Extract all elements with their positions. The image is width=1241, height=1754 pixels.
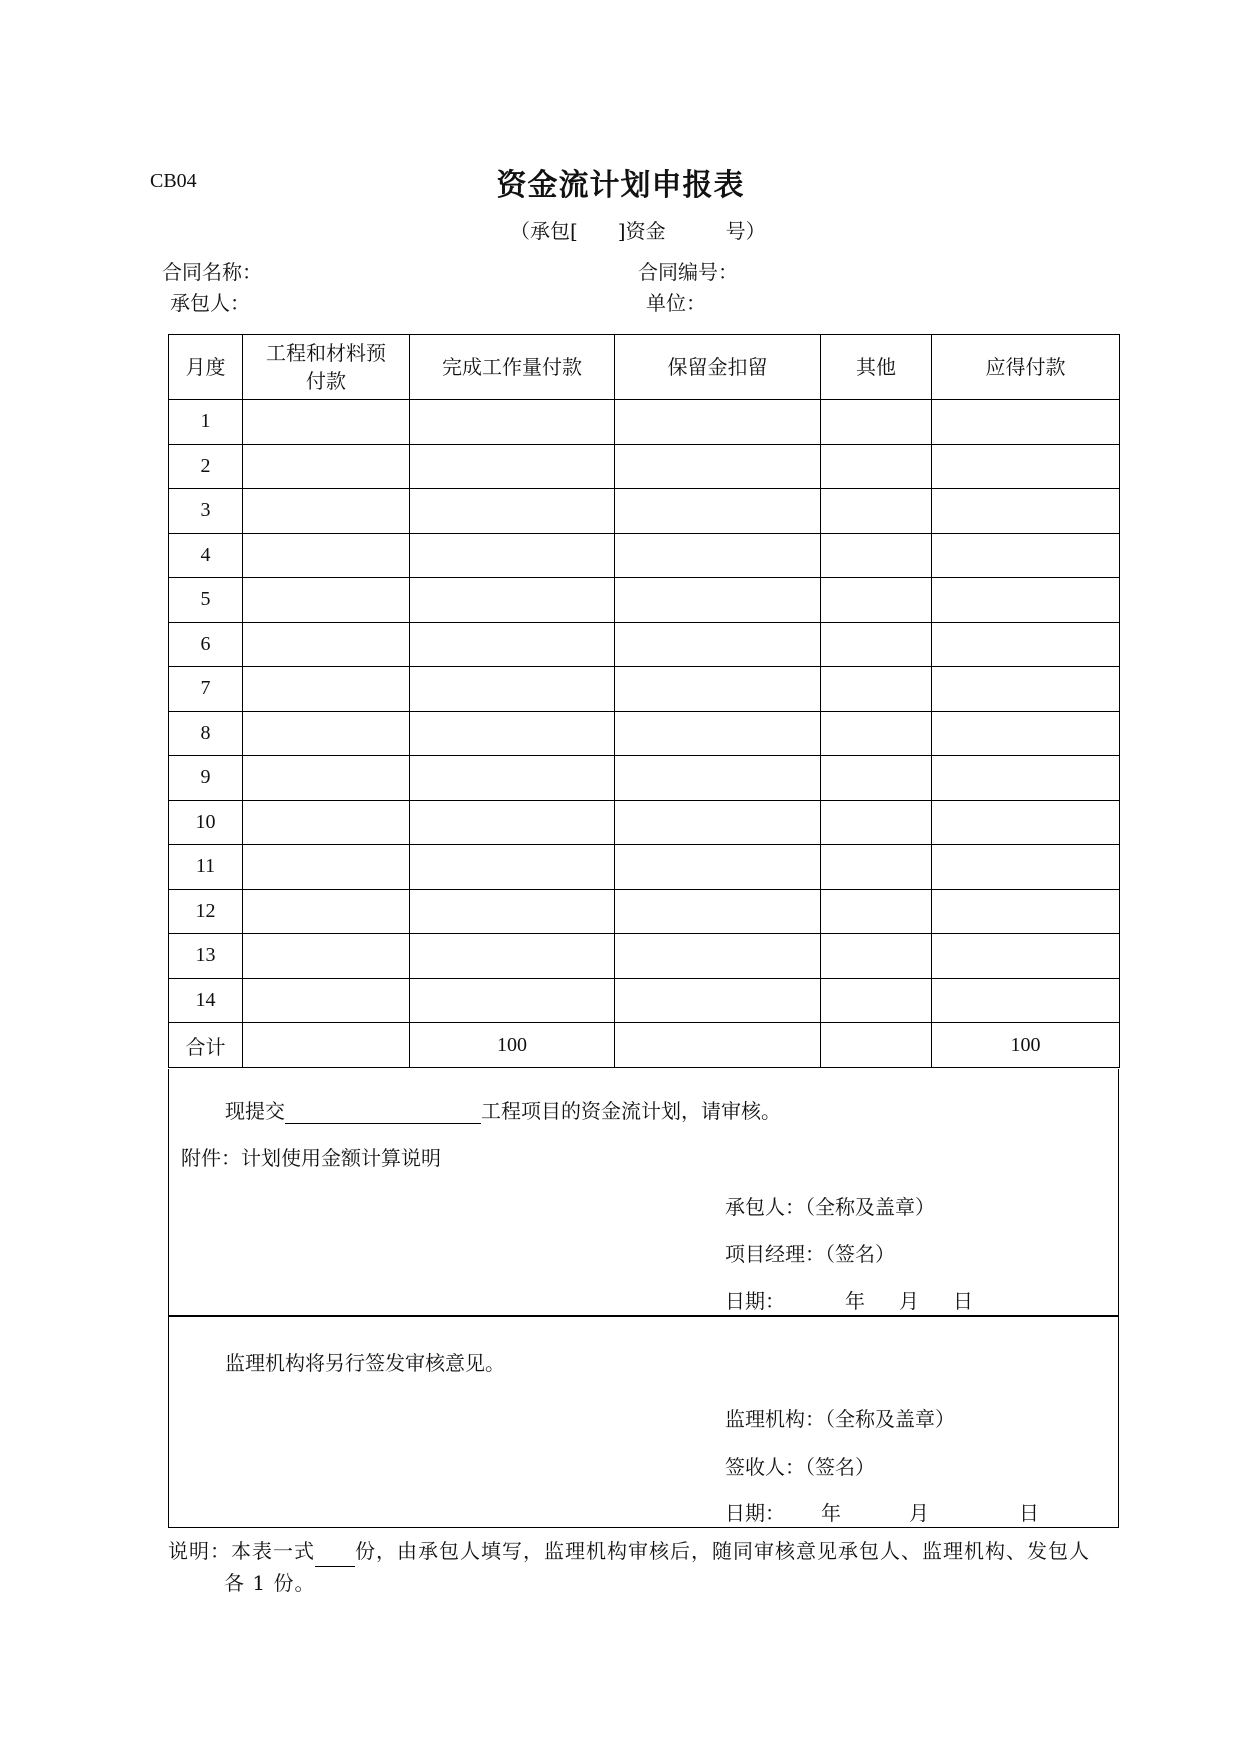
footnote	[168, 1535, 1090, 1599]
table-row	[169, 934, 1120, 979]
month-cell: 8	[169, 711, 243, 756]
amount-cell	[243, 711, 410, 756]
amount-cell	[410, 800, 615, 845]
supervision-section	[168, 1316, 1119, 1528]
amount-cell	[243, 889, 410, 934]
amount-cell	[821, 800, 932, 845]
amount-cell	[410, 845, 615, 890]
amount-cell	[243, 533, 410, 578]
submission-month: 月	[899, 1289, 919, 1313]
amount-cell	[932, 489, 1120, 534]
month-cell: 7	[169, 667, 243, 712]
amount-cell	[821, 667, 932, 712]
month-cell: 9	[169, 756, 243, 801]
contract-name-label: 合同名称：	[162, 260, 262, 284]
amount-cell	[821, 711, 932, 756]
amount-cell	[243, 800, 410, 845]
copies-blank	[315, 1546, 355, 1567]
amount-cell	[932, 800, 1120, 845]
amount-cell	[243, 845, 410, 890]
table-row	[169, 978, 1120, 1023]
footnote-line-2: 各 1 份。	[224, 1571, 316, 1595]
amount-cell	[243, 489, 410, 534]
col-header-due-payment: 应得付款	[932, 335, 1120, 400]
amount-cell	[821, 978, 932, 1023]
form-code: CB04	[150, 170, 197, 192]
table-row	[169, 533, 1120, 578]
total-cell: 100	[932, 1023, 1120, 1068]
agency-sign: 监理机构：（全称及盖章）	[725, 1407, 955, 1431]
month-cell: 5	[169, 578, 243, 623]
month-cell: 1	[169, 400, 243, 445]
table-row	[169, 400, 1120, 445]
amount-cell	[615, 711, 821, 756]
amount-cell	[821, 889, 932, 934]
month-cell: 4	[169, 533, 243, 578]
amount-cell	[410, 578, 615, 623]
amount-cell	[615, 756, 821, 801]
total-label: 合计	[169, 1023, 243, 1068]
amount-cell	[932, 756, 1120, 801]
amount-cell	[410, 711, 615, 756]
amount-cell	[410, 489, 615, 534]
amount-cell	[410, 400, 615, 445]
amount-cell	[615, 800, 821, 845]
amount-cell	[821, 622, 932, 667]
amount-cell	[243, 444, 410, 489]
table-row	[169, 622, 1120, 667]
amount-cell	[932, 711, 1120, 756]
amount-cell	[410, 444, 615, 489]
amount-cell	[932, 978, 1120, 1023]
supervision-day: 日	[1019, 1501, 1039, 1525]
col-header-advance: 工程和材料预付款	[243, 335, 410, 400]
amount-cell	[821, 578, 932, 623]
table-row	[169, 800, 1120, 845]
table-row	[169, 489, 1120, 534]
amount-cell	[615, 889, 821, 934]
amount-cell	[243, 667, 410, 712]
contractor-label: 承包人：	[170, 291, 250, 315]
submission-date-label: 日期：	[725, 1289, 785, 1313]
col-header-work-payment: 完成工作量付款	[410, 335, 615, 400]
form-subtitle: （承包[ ]资金 号）	[510, 219, 766, 243]
month-cell: 2	[169, 444, 243, 489]
month-cell: 13	[169, 934, 243, 979]
total-row	[169, 1023, 1120, 1068]
amount-cell	[243, 934, 410, 979]
amount-cell	[410, 533, 615, 578]
amount-cell	[932, 889, 1120, 934]
table-row	[169, 756, 1120, 801]
project-name-blank	[285, 1103, 481, 1124]
amount-cell	[243, 400, 410, 445]
amount-cell	[932, 845, 1120, 890]
attachment-note: 附件：计划使用金额计算说明	[181, 1146, 441, 1170]
supervision-month: 月	[909, 1501, 929, 1525]
month-cell: 6	[169, 622, 243, 667]
contract-no-label: 合同编号：	[638, 260, 738, 284]
total-cell: 100	[410, 1023, 615, 1068]
amount-cell	[615, 578, 821, 623]
amount-cell	[615, 444, 821, 489]
amount-cell	[932, 578, 1120, 623]
supervision-statement: 监理机构将另行签发审核意见。	[225, 1351, 505, 1375]
amount-cell	[821, 400, 932, 445]
amount-cell	[615, 489, 821, 534]
amount-cell	[821, 444, 932, 489]
amount-cell	[821, 845, 932, 890]
submission-year: 年	[845, 1289, 865, 1313]
col-header-other: 其他	[821, 335, 932, 400]
amount-cell	[615, 978, 821, 1023]
month-cell: 14	[169, 978, 243, 1023]
amount-cell	[615, 400, 821, 445]
submission-statement: 现提交 工程项目的资金流计划，请审核。	[225, 1099, 781, 1123]
supervision-year: 年	[821, 1501, 841, 1525]
amount-cell	[932, 622, 1120, 667]
amount-cell	[410, 622, 615, 667]
amount-cell	[821, 934, 932, 979]
month-cell: 12	[169, 889, 243, 934]
cashflow-table	[168, 334, 1120, 1068]
amount-cell	[821, 489, 932, 534]
col-header-retention: 保留金扣留	[615, 335, 821, 400]
table-row	[169, 845, 1120, 890]
table-row	[169, 578, 1120, 623]
month-cell: 3	[169, 489, 243, 534]
table-header-row	[169, 335, 1120, 400]
total-cell	[243, 1023, 410, 1068]
amount-cell	[615, 622, 821, 667]
submission-day: 日	[953, 1289, 973, 1313]
amount-cell	[243, 622, 410, 667]
amount-cell	[243, 578, 410, 623]
amount-cell	[821, 756, 932, 801]
footnote-line-1: 说明：本表一式 份，由承包人填写，监理机构审核后，随同审核意见承包人、监理机构、发包人	[168, 1535, 1090, 1567]
amount-cell	[410, 934, 615, 979]
total-cell	[821, 1023, 932, 1068]
month-cell: 11	[169, 845, 243, 890]
amount-cell	[410, 889, 615, 934]
amount-cell	[243, 978, 410, 1023]
supervision-date-label: 日期：	[725, 1501, 785, 1525]
amount-cell	[932, 444, 1120, 489]
amount-cell	[615, 934, 821, 979]
receiver-sign: 签收人：（签名）	[725, 1455, 875, 1479]
col-header-month: 月度	[169, 335, 243, 400]
table-row	[169, 711, 1120, 756]
amount-cell	[821, 533, 932, 578]
unit-label: 单位：	[646, 291, 706, 315]
table-row	[169, 667, 1120, 712]
amount-cell	[932, 533, 1120, 578]
amount-cell	[410, 978, 615, 1023]
amount-cell	[615, 667, 821, 712]
amount-cell	[410, 756, 615, 801]
total-cell	[615, 1023, 821, 1068]
page-title: 资金流计划申报表	[496, 168, 745, 203]
amount-cell	[932, 934, 1120, 979]
amount-cell	[615, 533, 821, 578]
contractor-sign: 承包人：（全称及盖章）	[725, 1195, 935, 1219]
amount-cell	[410, 667, 615, 712]
table-row	[169, 444, 1120, 489]
amount-cell	[932, 667, 1120, 712]
pm-sign: 项目经理：（签名）	[725, 1242, 895, 1266]
amount-cell	[615, 845, 821, 890]
amount-cell	[932, 400, 1120, 445]
submission-section	[168, 1069, 1119, 1316]
month-cell: 10	[169, 800, 243, 845]
amount-cell	[243, 756, 410, 801]
table-row	[169, 889, 1120, 934]
